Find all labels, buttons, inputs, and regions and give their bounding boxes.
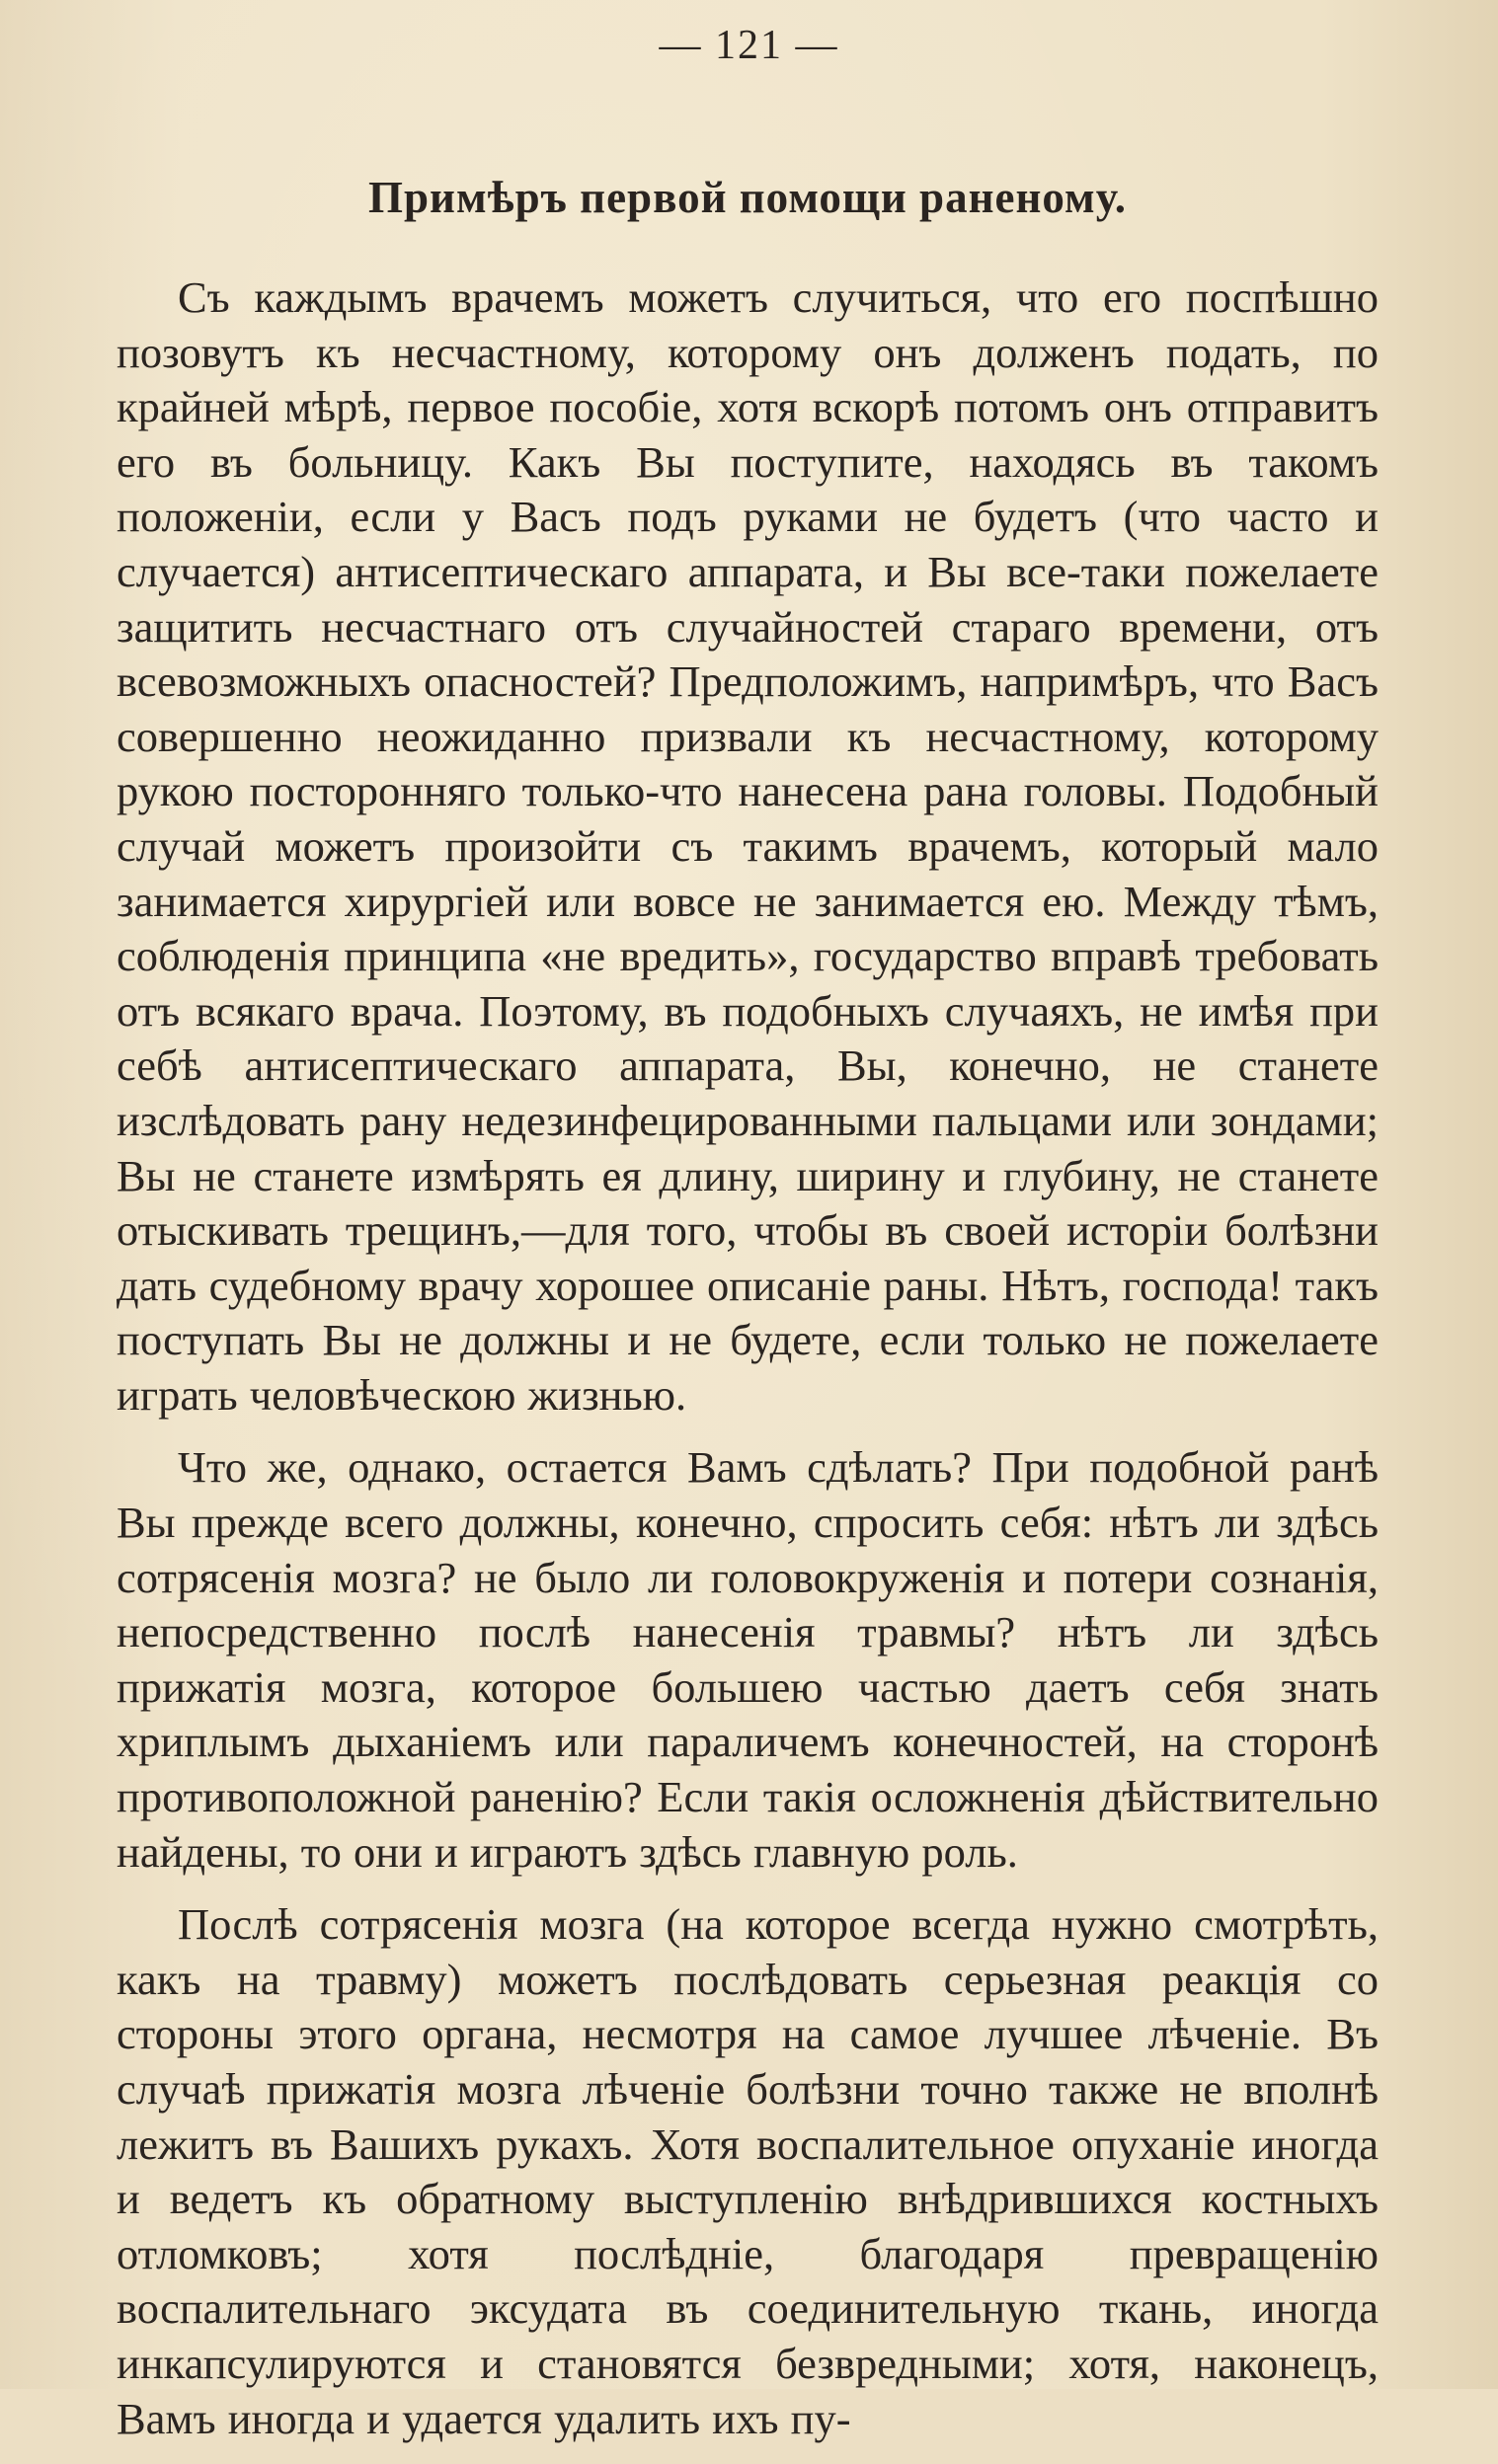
section-title: Примѣръ первой помощи раненому. (368, 173, 1127, 222)
paragraph-2: Что же, однако, остается Вамъ сдѣлать? При подобной ранѣ Вы прежде всего должны, конечно, спросить себя: нѣтъ ли здѣсь сотрясенія мозга? не было ли головокруженія и потери сознанія, непосредственно послѣ нанесенія травмы? нѣтъ ли здѣсь прижатія мозга, которое большею частью даетъ себя знать хриплымъ дыханіемъ или параличемъ конечностей, на сторонѣ противоположной раненію? Если такія осложненія дѣйствительно найдены, то они и играютъ здѣсь главную роль. (117, 1442, 1379, 1877)
text-column (117, 172, 1379, 2464)
page-number: — 121 — (659, 23, 839, 68)
paragraph-3: Послѣ сотрясенія мозга (на которое всегда нужно смотрѣть, какъ на травму) можетъ послѣдовать серьезная реакція со стороны этого органа, несмотря на самое лучшее лѣченіе. Въ случаѣ прижатія мозга лѣченіе болѣзни точно также не вполнѣ лежитъ въ Вашихъ рукахъ. Хотя воспалительное опуханіе иногда и ведетъ къ обратному выступленію внѣдрившихся костныхъ отломковъ; хотя послѣдніе, благодаря превращенію воспалительнаго эксудата въ соединительную ткань, иногда инкапсулируются и становятся безвредными; хотя, наконецъ, Вамъ иногда и удается удалить ихъ пу- (117, 1899, 1379, 2443)
paragraph-1: Съ каждымъ врачемъ можетъ случиться, что его поспѣшно позовутъ къ несчастному, которому онъ долженъ подать, по крайней мѣрѣ, первое пособіе, хотя вскорѣ потомъ онъ отправитъ его въ больницу. Какъ Вы поступите, находясь въ такомъ положеніи, если у Васъ подъ руками не будетъ (что часто и случается) антисептическаго аппарата, и Вы все-таки пожелаете защитить несчастнаго отъ случайностей стараго времени, отъ всевозможныхъ опасностей? Предположимъ, напримѣръ, что Васъ совершенно неожиданно призвали къ несчастному, которому рукою посторонняго только-что нанесена рана головы. Подобный случай можетъ произойти съ такимъ врачемъ, который мало занимается хирургіей или вовсе не занимается ею. Между тѣмъ, соблюденія принципа «не вредить», государство вправѣ требовать отъ всякаго врача. Поэтому, въ подобныхъ случаяхъ, не имѣя при себѣ антисептическаго аппарата, Вы, конечно, не станете изслѣдовать рану недезинфецированными пальцами или зондами; Вы не станете измѣрять ея длину, ширину и глубину, не станете отыскивать трещинъ,—для того, чтобы въ своей исторіи болѣзни дать судебному врачу хорошее описаніе раны. Нѣтъ, господа! такъ поступать Вы не должны и не будете, если только не пожелаете играть человѣческою жизнью. (117, 272, 1379, 1420)
